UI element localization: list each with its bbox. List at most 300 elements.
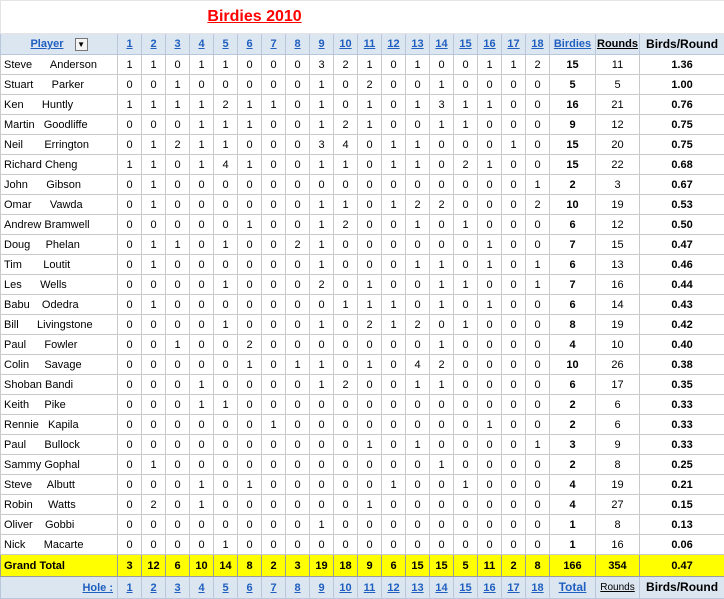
hole-birdie-count: 2 <box>406 195 430 215</box>
hole-birdie-count: 0 <box>502 195 526 215</box>
hole-birdie-count: 0 <box>478 335 502 355</box>
footer-hole-cell[interactable] <box>358 577 382 599</box>
hole-birdie-count: 0 <box>526 335 550 355</box>
hole-birdie-count: 0 <box>334 255 358 275</box>
hole-birdie-count: 0 <box>286 255 310 275</box>
hole-birdie-count: 0 <box>334 335 358 355</box>
hole-birdie-count: 0 <box>526 115 550 135</box>
player-name: Stuart Parker <box>1 75 118 95</box>
player-name: Keith Pike <box>1 395 118 415</box>
hole-header-cell[interactable] <box>190 34 214 55</box>
hole-birdie-count: 1 <box>190 55 214 75</box>
hole-birdie-count: 0 <box>190 275 214 295</box>
hole-birdie-count: 0 <box>454 255 478 275</box>
hole-birdie-count: 0 <box>238 55 262 75</box>
hole-birdie-count: 1 <box>382 135 406 155</box>
footer-hole-link[interactable]: 10 <box>339 582 351 594</box>
hole-birdie-count: 0 <box>214 475 238 495</box>
hole-birdie-count: 0 <box>526 315 550 335</box>
hole-birdie-count: 1 <box>478 55 502 75</box>
hole-birdie-count: 0 <box>118 195 142 215</box>
hole-birdie-count: 0 <box>286 475 310 495</box>
hole-header-cell[interactable] <box>286 34 310 55</box>
hole-birdie-count: 0 <box>262 115 286 135</box>
birdies-per-round: 0.53 <box>640 195 724 215</box>
hole-birdie-count: 0 <box>334 415 358 435</box>
hole-birdie-count: 1 <box>406 55 430 75</box>
hole-total: 9 <box>358 555 382 577</box>
hole-birdie-count: 0 <box>502 395 526 415</box>
footer-hole-cell[interactable] <box>190 577 214 599</box>
footer-hole-link[interactable]: 18 <box>531 582 543 594</box>
birdies-per-round: 0.06 <box>640 535 724 555</box>
rounds-count: 13 <box>596 255 640 275</box>
hole-birdie-count: 0 <box>262 395 286 415</box>
hole-total: 15 <box>430 555 454 577</box>
footer-hole-cell[interactable] <box>334 577 358 599</box>
hole-birdie-count: 0 <box>502 175 526 195</box>
hole-birdie-count: 0 <box>166 375 190 395</box>
hole-birdie-count: 0 <box>478 395 502 415</box>
hole-birdie-count: 0 <box>502 315 526 335</box>
hole-birdie-count: 1 <box>214 315 238 335</box>
hole-birdie-count: 0 <box>286 95 310 115</box>
footer-hole-link[interactable]: 1 <box>126 582 132 594</box>
footer-hole-cell[interactable] <box>262 577 286 599</box>
hole-birdie-count: 0 <box>286 315 310 335</box>
footer-hole-link[interactable]: 7 <box>270 582 276 594</box>
hole-birdie-count: 2 <box>526 195 550 215</box>
hole-birdie-count: 1 <box>406 95 430 115</box>
hole-birdie-count: 1 <box>310 215 334 235</box>
hole-birdie-count: 0 <box>286 455 310 475</box>
hole-birdie-count: 1 <box>358 95 382 115</box>
rounds-count: 27 <box>596 495 640 515</box>
hole-birdie-count: 4 <box>214 155 238 175</box>
hole-birdie-count: 1 <box>118 155 142 175</box>
hole-birdie-count: 0 <box>238 295 262 315</box>
hole-birdie-count: 0 <box>142 435 166 455</box>
hole-birdie-count: 0 <box>262 355 286 375</box>
hole-birdie-count: 0 <box>406 115 430 135</box>
hole-birdie-count: 0 <box>286 135 310 155</box>
hole-label-cell[interactable] <box>1 577 118 599</box>
footer-hole-cell[interactable] <box>478 577 502 599</box>
table-row <box>1 95 724 115</box>
hole-header-cell[interactable] <box>526 34 550 55</box>
hole-birdie-count: 1 <box>310 375 334 395</box>
footer-hole-cell[interactable] <box>214 577 238 599</box>
hole-header-cell[interactable] <box>118 34 142 55</box>
hole-header-cell[interactable] <box>358 34 382 55</box>
hole-birdie-count: 1 <box>142 55 166 75</box>
hole-birdie-count: 0 <box>478 195 502 215</box>
hole-header-cell[interactable] <box>454 34 478 55</box>
player-name: Oliver Gobbi <box>1 515 118 535</box>
hole-header[interactable]: 15 <box>459 38 471 50</box>
hole-header[interactable]: 10 <box>339 38 351 50</box>
hole-birdie-count: 0 <box>166 415 190 435</box>
hole-birdie-count: 1 <box>382 155 406 175</box>
hole-birdie-count: 0 <box>334 235 358 255</box>
table-row <box>1 435 724 455</box>
hole-birdie-count: 0 <box>118 355 142 375</box>
hole-birdie-count: 0 <box>214 455 238 475</box>
footer-hole-cell[interactable] <box>430 577 454 599</box>
footer-hole-cell[interactable] <box>238 577 262 599</box>
hole-birdie-count: 0 <box>166 515 190 535</box>
hole-birdie-count: 1 <box>142 235 166 255</box>
rounds-header[interactable]: Rounds <box>597 38 638 50</box>
hole-birdie-count: 0 <box>454 335 478 355</box>
footer-hole-link[interactable]: 16 <box>483 582 495 594</box>
hole-birdie-count: 1 <box>238 215 262 235</box>
hole-birdie-count: 1 <box>358 275 382 295</box>
footer-hole-cell[interactable] <box>118 577 142 599</box>
birdies-per-round: 0.67 <box>640 175 724 195</box>
hole-birdie-count: 0 <box>310 495 334 515</box>
filter-icon[interactable]: ▼ <box>75 38 88 51</box>
hole-header[interactable]: 16 <box>483 38 495 50</box>
hole-header[interactable]: 2 <box>150 38 156 50</box>
hole-birdie-count: 0 <box>382 235 406 255</box>
hole-header[interactable]: 13 <box>411 38 423 50</box>
hole-birdie-count: 1 <box>526 175 550 195</box>
hole-birdie-count: 0 <box>142 535 166 555</box>
hole-birdie-count: 1 <box>310 355 334 375</box>
hole-birdie-count: 0 <box>310 335 334 355</box>
hole-birdie-count: 0 <box>166 395 190 415</box>
hole-birdie-count: 0 <box>214 175 238 195</box>
footer-hole-link[interactable]: 14 <box>435 582 447 594</box>
footer-hole-link[interactable]: 6 <box>246 582 252 594</box>
hole-birdie-count: 0 <box>118 335 142 355</box>
hole-header-cell[interactable] <box>382 34 406 55</box>
hole-birdie-count: 1 <box>190 115 214 135</box>
footer-hole-link[interactable]: 4 <box>198 582 204 594</box>
hole-birdie-count: 1 <box>214 115 238 135</box>
player-name: Omar Vawda <box>1 195 118 215</box>
hole-label[interactable]: Hole : <box>82 582 113 594</box>
hole-header[interactable]: 8 <box>294 38 300 50</box>
footer-total-cell[interactable] <box>550 577 596 599</box>
hole-birdie-count: 0 <box>454 295 478 315</box>
hole-birdie-count: 1 <box>166 335 190 355</box>
hole-birdie-count: 0 <box>526 295 550 315</box>
table-row <box>1 355 724 375</box>
hole-birdie-count: 0 <box>502 295 526 315</box>
hole-birdie-count: 0 <box>358 175 382 195</box>
hole-birdie-count: 0 <box>358 475 382 495</box>
hole-birdie-count: 0 <box>166 315 190 335</box>
footer-hole-cell[interactable] <box>286 577 310 599</box>
hole-birdie-count: 0 <box>214 435 238 455</box>
hole-birdie-count: 1 <box>190 395 214 415</box>
birdies-per-round: 0.50 <box>640 215 724 235</box>
hole-birdie-count: 0 <box>478 515 502 535</box>
rounds-header-cell[interactable] <box>596 34 640 55</box>
hole-birdie-count: 2 <box>142 495 166 515</box>
footer-hole-cell[interactable] <box>454 577 478 599</box>
hole-birdie-count: 0 <box>310 535 334 555</box>
hole-header[interactable]: 7 <box>270 38 276 50</box>
hole-header[interactable]: 5 <box>222 38 228 50</box>
hole-birdie-count: 0 <box>238 435 262 455</box>
hole-header-cell[interactable] <box>430 34 454 55</box>
hole-birdie-count: 1 <box>238 95 262 115</box>
footer-hole-cell[interactable] <box>310 577 334 599</box>
hole-birdie-count: 1 <box>406 155 430 175</box>
footer-hole-link[interactable]: 13 <box>411 582 423 594</box>
hole-birdie-count: 0 <box>190 175 214 195</box>
player-header-cell[interactable] <box>1 34 118 55</box>
hole-birdie-count: 0 <box>430 475 454 495</box>
hole-birdie-count: 1 <box>190 375 214 395</box>
player-name: Richard Cheng <box>1 155 118 175</box>
footer-hole-link[interactable]: 9 <box>318 582 324 594</box>
hole-header[interactable]: 18 <box>531 38 543 50</box>
player-header[interactable]: Player <box>30 38 63 50</box>
hole-birdie-count: 0 <box>526 395 550 415</box>
hole-birdie-count: 0 <box>334 475 358 495</box>
hole-header[interactable]: 4 <box>198 38 204 50</box>
rounds-count: 14 <box>596 295 640 315</box>
birdies-per-round-header-cell <box>640 34 724 55</box>
footer-hole-link[interactable]: 5 <box>222 582 228 594</box>
hole-header-cell[interactable] <box>502 34 526 55</box>
hole-header-cell[interactable] <box>334 34 358 55</box>
hole-birdie-count: 1 <box>118 55 142 75</box>
hole-birdie-count: 0 <box>190 75 214 95</box>
hole-birdie-count: 0 <box>454 135 478 155</box>
footer-hole-cell[interactable] <box>382 577 406 599</box>
hole-birdie-count: 0 <box>286 175 310 195</box>
hole-birdie-count: 0 <box>118 455 142 475</box>
hole-birdie-count: 2 <box>526 55 550 75</box>
hole-birdie-count: 1 <box>358 435 382 455</box>
hole-birdie-count: 0 <box>310 455 334 475</box>
hole-total: 15 <box>406 555 430 577</box>
hole-birdie-count: 0 <box>454 395 478 415</box>
hole-birdie-count: 0 <box>334 355 358 375</box>
hole-header-cell[interactable] <box>142 34 166 55</box>
hole-header[interactable]: 14 <box>435 38 447 50</box>
hole-birdie-count: 1 <box>310 515 334 535</box>
birdies-per-round: 0.75 <box>640 115 724 135</box>
hole-birdie-count: 0 <box>214 75 238 95</box>
hole-birdie-count: 2 <box>430 195 454 215</box>
hole-birdie-count: 0 <box>406 515 430 535</box>
hole-birdie-count: 0 <box>334 75 358 95</box>
footer-hole-link[interactable]: 12 <box>387 582 399 594</box>
hole-birdie-count: 0 <box>430 135 454 155</box>
footer-hole-cell[interactable] <box>502 577 526 599</box>
hole-header[interactable]: 11 <box>364 38 376 50</box>
hole-birdie-count: 0 <box>406 495 430 515</box>
hole-birdie-count: 0 <box>286 415 310 435</box>
footer-hole-link[interactable]: 17 <box>507 582 519 594</box>
rounds-count: 26 <box>596 355 640 375</box>
birdies-per-round: 0.33 <box>640 395 724 415</box>
hole-header[interactable]: 3 <box>174 38 180 50</box>
hole-header-cell[interactable] <box>262 34 286 55</box>
hole-birdie-count: 0 <box>502 355 526 375</box>
hole-birdie-count: 0 <box>310 175 334 195</box>
hole-birdie-count: 1 <box>142 455 166 475</box>
hole-birdie-count: 1 <box>142 175 166 195</box>
hole-birdie-count: 0 <box>358 255 382 275</box>
hole-birdie-count: 0 <box>166 115 190 135</box>
hole-header-cell[interactable] <box>310 34 334 55</box>
hole-birdie-count: 0 <box>238 375 262 395</box>
footer-hole-cell[interactable] <box>166 577 190 599</box>
hole-birdie-count: 1 <box>526 255 550 275</box>
hole-birdie-count: 0 <box>142 315 166 335</box>
hole-birdie-count: 1 <box>526 275 550 295</box>
header-row <box>1 34 724 55</box>
hole-header-cell[interactable] <box>214 34 238 55</box>
hole-birdie-count: 0 <box>382 95 406 115</box>
hole-birdie-count: 0 <box>238 315 262 335</box>
hole-birdie-count: 1 <box>190 475 214 495</box>
hole-birdie-count: 1 <box>526 435 550 455</box>
hole-birdie-count: 1 <box>142 295 166 315</box>
hole-birdie-count: 0 <box>502 155 526 175</box>
rounds-count: 16 <box>596 275 640 295</box>
hole-birdie-count: 0 <box>286 115 310 135</box>
hole-birdie-count: 0 <box>358 535 382 555</box>
hole-birdie-count: 0 <box>238 455 262 475</box>
hole-birdie-count: 0 <box>526 215 550 235</box>
hole-birdie-count: 1 <box>142 155 166 175</box>
hole-birdie-count: 0 <box>454 195 478 215</box>
hole-total: 3 <box>118 555 142 577</box>
birdies-total: 15 <box>550 55 596 75</box>
footer-rounds-cell[interactable] <box>596 577 640 599</box>
hole-birdie-count: 0 <box>190 335 214 355</box>
hole-birdie-count: 1 <box>430 75 454 95</box>
player-name: Sammy Gophal <box>1 455 118 475</box>
birdies-per-round: 0.75 <box>640 135 724 155</box>
hole-birdie-count: 0 <box>262 275 286 295</box>
hole-birdie-count: 2 <box>334 55 358 75</box>
hole-birdie-count: 0 <box>526 515 550 535</box>
hole-birdie-count: 0 <box>190 435 214 455</box>
hole-birdie-count: 0 <box>382 355 406 375</box>
birdies-per-round: 0.76 <box>640 95 724 115</box>
hole-total: 8 <box>526 555 550 577</box>
hole-birdie-count: 0 <box>454 495 478 515</box>
footer-total-link[interactable]: Total <box>559 580 587 594</box>
hole-birdie-count: 1 <box>214 535 238 555</box>
hole-birdie-count: 0 <box>454 235 478 255</box>
birdies-total: 8 <box>550 315 596 335</box>
footer-hole-link[interactable]: 15 <box>459 582 471 594</box>
footer-hole-cell[interactable] <box>142 577 166 599</box>
hole-birdie-count: 0 <box>286 495 310 515</box>
hole-header[interactable]: 12 <box>387 38 399 50</box>
hole-header-cell[interactable] <box>238 34 262 55</box>
hole-birdie-count: 3 <box>310 55 334 75</box>
hole-birdie-count: 0 <box>118 435 142 455</box>
hole-birdie-count: 2 <box>334 375 358 395</box>
hole-birdie-count: 0 <box>382 75 406 95</box>
hole-birdie-count: 0 <box>382 375 406 395</box>
hole-header[interactable]: 9 <box>318 38 324 50</box>
grand-total-label: Grand Total <box>1 555 118 577</box>
hole-birdie-count: 0 <box>262 235 286 255</box>
hole-birdie-count: 0 <box>502 95 526 115</box>
hole-header-cell[interactable] <box>478 34 502 55</box>
hole-total: 2 <box>262 555 286 577</box>
hole-birdie-count: 0 <box>238 415 262 435</box>
hole-birdie-count: 1 <box>358 495 382 515</box>
rounds-count: 15 <box>596 235 640 255</box>
birdies-per-round: 0.43 <box>640 295 724 315</box>
footer-rounds-link[interactable]: Rounds <box>600 582 634 593</box>
hole-birdie-count: 1 <box>430 275 454 295</box>
hole-total: 14 <box>214 555 238 577</box>
footer-hole-link[interactable]: 3 <box>174 582 180 594</box>
footer-hole-link[interactable]: 11 <box>364 582 376 594</box>
hole-birdie-count: 2 <box>358 315 382 335</box>
hole-birdie-count: 0 <box>406 275 430 295</box>
birdies-header-cell[interactable] <box>550 34 596 55</box>
hole-header[interactable]: 17 <box>507 38 519 50</box>
footer-hole-cell[interactable] <box>406 577 430 599</box>
hole-birdie-count: 0 <box>286 275 310 295</box>
hole-birdie-count: 0 <box>406 175 430 195</box>
hole-birdie-count: 0 <box>166 255 190 275</box>
hole-birdie-count: 0 <box>142 475 166 495</box>
hole-birdie-count: 0 <box>262 135 286 155</box>
table-row <box>1 195 724 215</box>
hole-birdie-count: 0 <box>238 75 262 95</box>
birdies-header[interactable]: Birdies <box>554 38 591 50</box>
table-row <box>1 455 724 475</box>
hole-header-cell[interactable] <box>166 34 190 55</box>
footer-hole-link[interactable]: 2 <box>150 582 156 594</box>
hole-birdie-count: 0 <box>454 75 478 95</box>
hole-birdie-count: 0 <box>190 215 214 235</box>
hole-birdie-count: 1 <box>238 475 262 495</box>
hole-birdie-count: 0 <box>406 75 430 95</box>
hole-birdie-count: 0 <box>478 135 502 155</box>
hole-birdie-count: 1 <box>454 115 478 135</box>
hole-birdie-count: 1 <box>310 255 334 275</box>
hole-birdie-count: 1 <box>166 75 190 95</box>
footer-hole-cell[interactable] <box>526 577 550 599</box>
hole-birdie-count: 0 <box>430 155 454 175</box>
hole-birdie-count: 0 <box>358 135 382 155</box>
hole-birdie-count: 2 <box>286 235 310 255</box>
hole-birdie-count: 1 <box>310 235 334 255</box>
hole-birdie-count: 0 <box>334 95 358 115</box>
hole-birdie-count: 1 <box>310 95 334 115</box>
hole-birdie-count: 0 <box>430 175 454 195</box>
hole-birdie-count: 1 <box>334 195 358 215</box>
hole-birdie-count: 1 <box>430 335 454 355</box>
hole-header[interactable]: 6 <box>246 38 252 50</box>
hole-birdie-count: 1 <box>142 135 166 155</box>
hole-header-cell[interactable] <box>406 34 430 55</box>
birdies-total: 1 <box>550 535 596 555</box>
hole-total: 3 <box>286 555 310 577</box>
hole-birdie-count: 0 <box>502 495 526 515</box>
footer-hole-link[interactable]: 8 <box>294 582 300 594</box>
hole-header[interactable]: 1 <box>126 38 132 50</box>
hole-birdie-count: 0 <box>502 75 526 95</box>
